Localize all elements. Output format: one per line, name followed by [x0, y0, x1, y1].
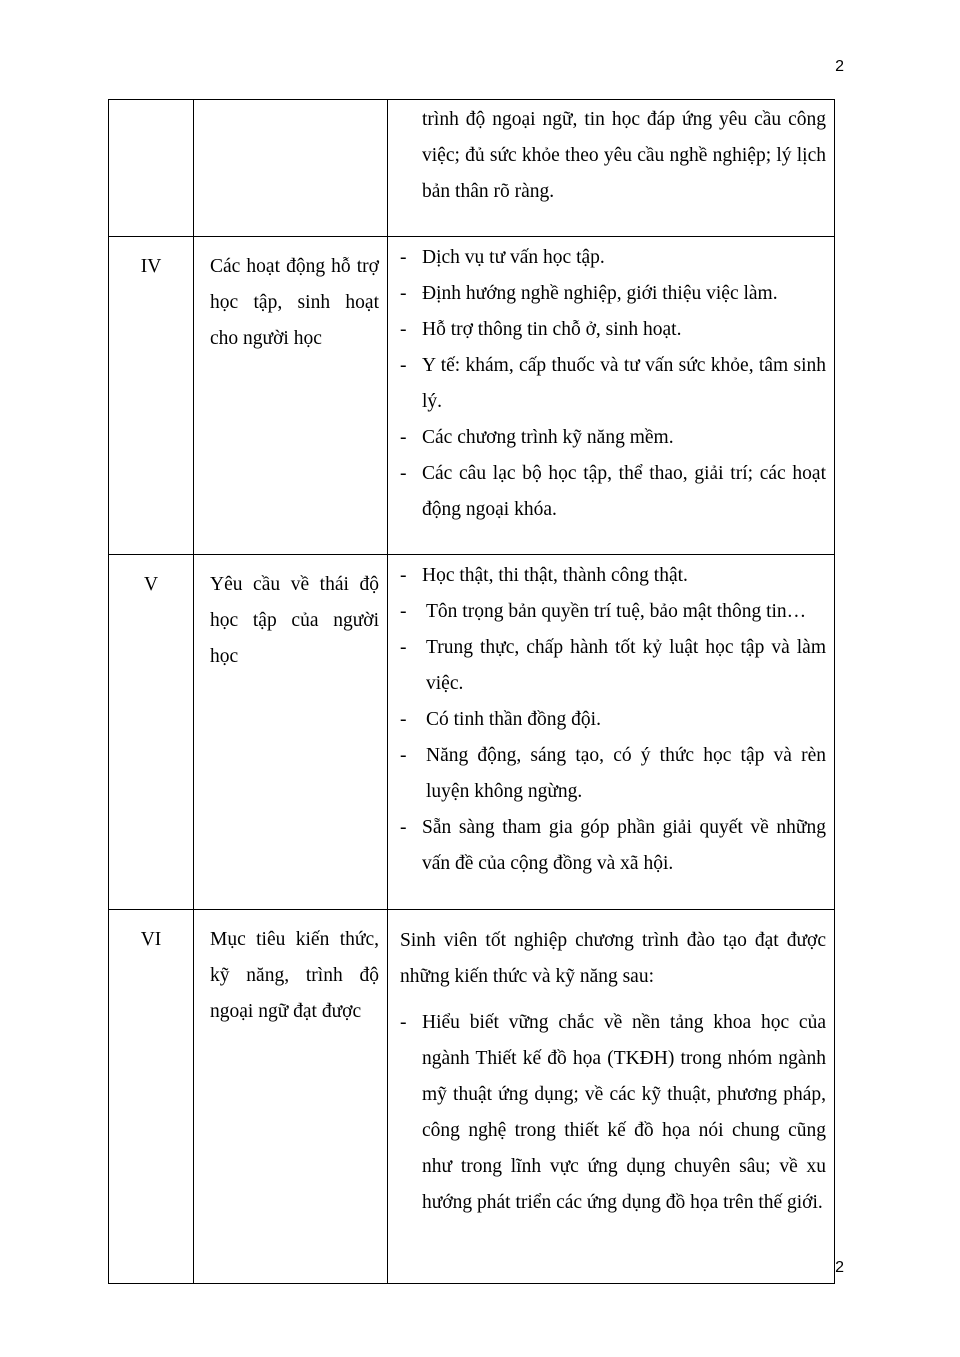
row-number: IV: [109, 237, 194, 555]
list-item: - Y tế: khám, cấp thuốc và tư vấn sức khỏe, tâm sinh lý.: [400, 355, 826, 412]
row-number: [109, 100, 194, 237]
table-row-v: [109, 555, 835, 910]
row-content: [388, 555, 835, 910]
list-item: - Tôn trọng bản quyền trí tuệ, bảo mật thông tin…: [400, 601, 807, 622]
row-content: [388, 100, 835, 237]
table-row-iv: [109, 237, 835, 555]
continued-text: trình độ ngoại ngữ, tin học đáp ứng yêu cầu công việc; đủ sức khỏe theo yêu cầu nghề nghiệp; lý lịch bản thân rõ ràng.: [422, 109, 826, 202]
row-title: Các hoạt động hỗ trợ học tập, sinh hoạt cho người học: [194, 237, 388, 555]
list-item: - Định hướng nghề nghiệp, giới thiệu việc làm.: [400, 283, 778, 304]
page-number-bottom: 2: [835, 1259, 844, 1276]
bullet-list: [400, 240, 826, 528]
bullet-list: [400, 558, 826, 882]
row-title: Yêu cầu về thái độ học tập của người học: [194, 555, 388, 910]
page-number-top: 2: [835, 58, 844, 75]
list-item: - Hiểu biết vững chắc về nền tảng khoa học của ngành Thiết kế đồ họa (TKĐH) trong nhóm ngành mỹ thuật ứng dụng; về các kỹ thuật, phương pháp, công nghệ trong thiết kế đồ họa nói chung cũng như trong lĩnh vực ứng dụng chuyên sâu; về xu hướng phát triển các ứng dụng đồ họa trên thế giới.: [400, 1012, 826, 1213]
row-title: [194, 100, 388, 237]
list-item: - Sẵn sàng tham gia góp phần giải quyết về những vấn đề của cộng đồng và xã hội.: [400, 817, 826, 874]
table-row-continued: [109, 100, 835, 237]
list-item: - Có tinh thần đồng đội.: [400, 709, 601, 730]
intro-text: Sinh viên tốt nghiệp chương trình đào tạo đạt được những kiến thức và kỹ năng sau:: [400, 930, 826, 987]
row-content: [388, 910, 835, 1284]
list-item: - Năng động, sáng tạo, có ý thức học tập và rèn luyện không ngừng.: [400, 745, 826, 802]
list-item: - Học thật, thi thật, thành công thật.: [400, 565, 688, 586]
row-number: V: [109, 555, 194, 910]
list-item: - Các câu lạc bộ học tập, thể thao, giải trí; các hoạt động ngoại khóa.: [400, 463, 826, 520]
row-title: Mục tiêu kiến thức, kỹ năng, trình độ ngoại ngữ đạt được: [194, 910, 388, 1284]
list-item: - Hỗ trợ thông tin chỗ ở, sinh hoạt.: [400, 319, 682, 340]
list-item: - Trung thực, chấp hành tốt kỷ luật học tập và làm việc.: [400, 637, 826, 694]
list-item: - Dịch vụ tư vấn học tập.: [400, 247, 605, 268]
row-content: [388, 237, 835, 555]
list-item: - Các chương trình kỹ năng mềm.: [400, 427, 674, 448]
bullet-list: [400, 1005, 826, 1221]
program-table: [108, 99, 835, 1284]
table-row-vi: [109, 910, 835, 1284]
row-number: VI: [109, 910, 194, 1284]
